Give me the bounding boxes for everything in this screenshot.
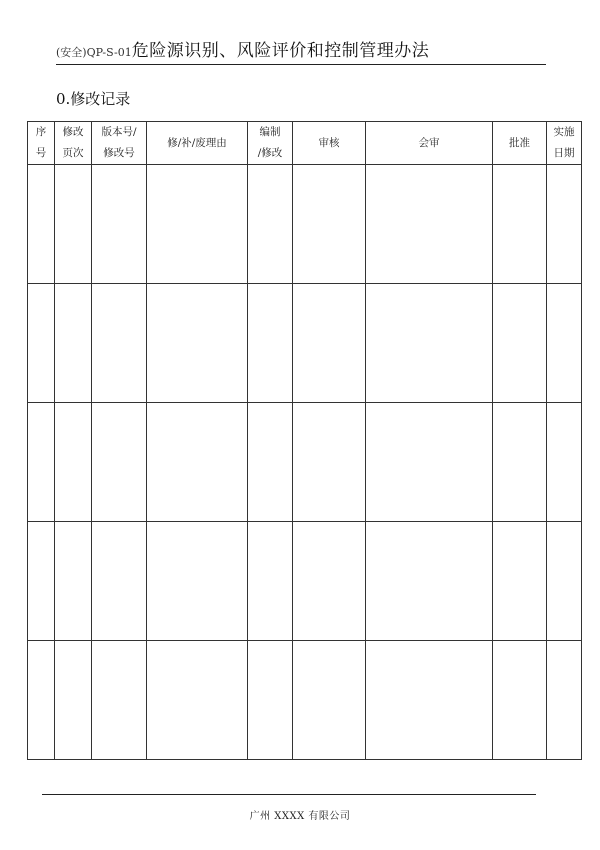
section-title: 0.修改记录 [56, 90, 131, 108]
table-cell [55, 522, 92, 641]
table-cell [55, 641, 92, 760]
table-cell [147, 403, 248, 522]
column-header-seq: 序 号 [28, 122, 55, 165]
table-cell [92, 165, 147, 284]
column-header-reason: 修/补/废理由 [147, 122, 248, 165]
table-row [28, 641, 582, 760]
table-cell [493, 403, 547, 522]
table-cell [248, 403, 293, 522]
table-cell [293, 522, 366, 641]
table-cell [493, 522, 547, 641]
table-cell [28, 641, 55, 760]
document-title: 危险源识别、风险评价和控制管理办法 [131, 41, 430, 61]
table-cell [293, 165, 366, 284]
table-cell [366, 284, 493, 403]
table-cell [293, 284, 366, 403]
table-cell [293, 403, 366, 522]
table-cell [547, 641, 582, 760]
footer-divider [42, 794, 536, 795]
table-cell [28, 522, 55, 641]
table-header-row [28, 122, 582, 165]
column-header-review: 审核 [293, 122, 366, 165]
table-cell [248, 284, 293, 403]
table-cell [493, 284, 547, 403]
table-cell [248, 641, 293, 760]
column-header-page: 修改 页次 [55, 122, 92, 165]
table-row [28, 522, 582, 641]
table-cell [366, 403, 493, 522]
table-cell [547, 403, 582, 522]
table-cell [55, 165, 92, 284]
table-cell [92, 522, 147, 641]
table-cell [293, 641, 366, 760]
table-cell [147, 165, 248, 284]
table-cell [92, 284, 147, 403]
table-cell [55, 403, 92, 522]
table-cell [547, 522, 582, 641]
table-cell [147, 641, 248, 760]
table-cell [366, 522, 493, 641]
table-cell [147, 284, 248, 403]
table-cell [147, 522, 248, 641]
document-code: (安全)QP-S-01 [56, 46, 132, 59]
footer-company: 广州 XXXX 有限公司 [249, 811, 351, 822]
table-cell [55, 284, 92, 403]
table-cell [366, 165, 493, 284]
table-cell [248, 522, 293, 641]
column-header-author: 编制 /修改 [248, 122, 293, 165]
table-cell [92, 403, 147, 522]
table-cell [547, 165, 582, 284]
table-cell [28, 284, 55, 403]
table-cell [28, 165, 55, 284]
table-row [28, 403, 582, 522]
table-cell [366, 641, 493, 760]
column-header-joint-review: 会审 [366, 122, 493, 165]
table-cell [547, 284, 582, 403]
document-header [56, 36, 546, 65]
column-header-date: 实施 日期 [547, 122, 582, 165]
table-row [28, 284, 582, 403]
table-cell [493, 165, 547, 284]
column-header-approve: 批准 [493, 122, 547, 165]
column-header-version: 版本号/ 修改号 [92, 122, 147, 165]
table-cell [493, 641, 547, 760]
revision-record-table [27, 121, 582, 760]
table-cell [92, 641, 147, 760]
table-cell [28, 403, 55, 522]
table-row [28, 165, 582, 284]
table-cell [248, 165, 293, 284]
